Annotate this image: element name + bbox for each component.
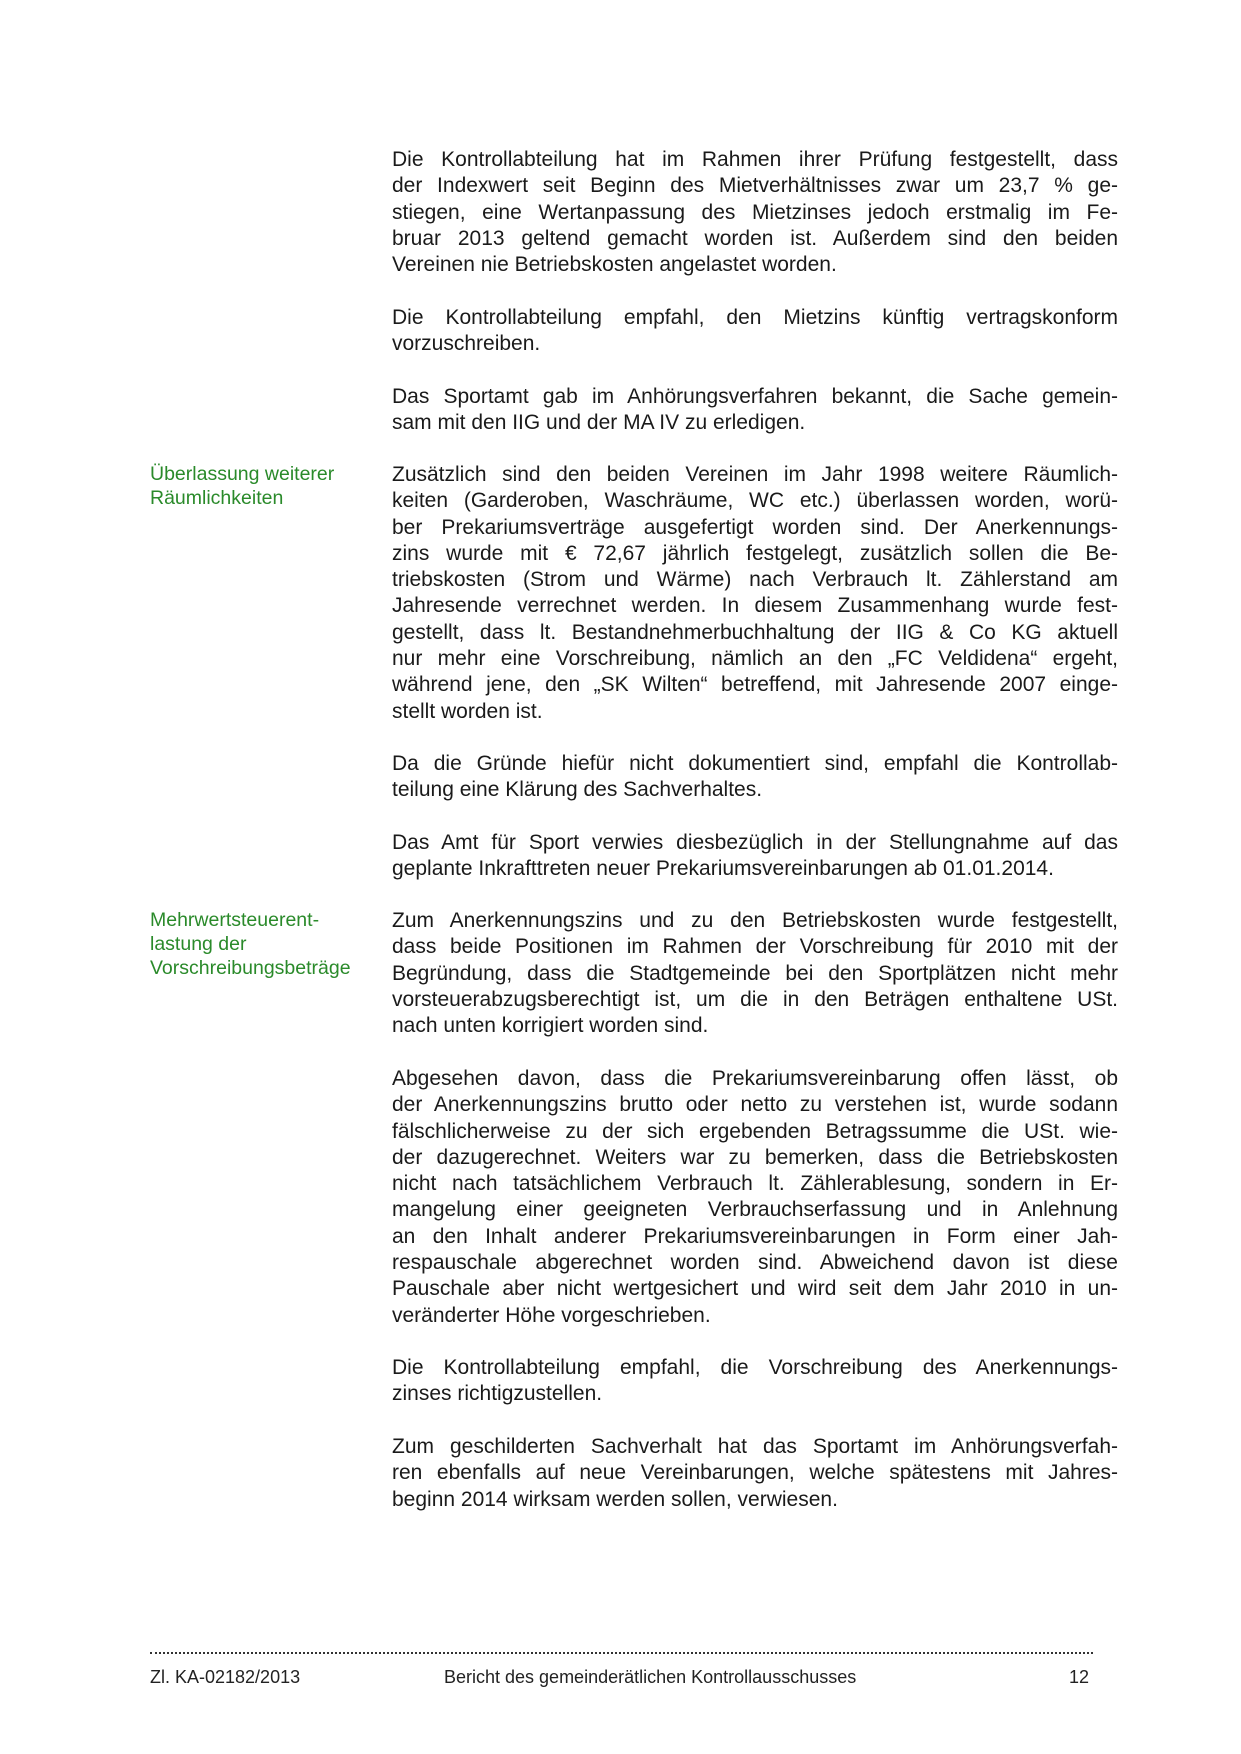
text-line: nicht nach tatsächlichem Verbrauch lt. Zählerablesung, sondern in Er- (392, 1172, 1118, 1196)
text-line: geplante Inkrafttreten neuer Prekariumsvereinbarungen ab 01.01.2014. (392, 857, 1054, 881)
text-line: vorsteuerabzugsberechtigt ist, um die in den Beträgen enthaltene USt. (392, 987, 1118, 1011)
text-line: Die Kontrollabteilung hat im Rahmen ihrer Prüfung festgestellt, dass (392, 148, 1118, 171)
text-line: respauschale abgerechnet worden sind. Abweichend davon ist diese (392, 1251, 1118, 1275)
text-line: während jene, den „SK Wilten“ betreffend, mit Jahresende 2007 einge- (392, 673, 1118, 697)
sidenote-line: Räumlichkeiten (150, 487, 284, 509)
text-line: zinses richtigzustellen. (392, 1382, 603, 1406)
text-line: beginn 2014 wirksam werden sollen, verwiesen. (392, 1487, 838, 1511)
text-line: triebskosten (Strom und Wärme) nach Verbrauch lt. Zählerstand am (392, 568, 1118, 592)
text-line: der dazugerechnet. Weiters war zu bemerken, dass die Betriebskosten (392, 1145, 1118, 1169)
text-line: Zum Anerkennungszins und zu den Betriebskosten wurde festgestellt, (392, 909, 1118, 932)
text-line: stellt worden ist. (392, 699, 543, 723)
text-line: mangelung einer geeigneten Verbrauchserfassung und in Anlehnung (392, 1198, 1118, 1222)
paragraph-index-increase (392, 147, 1118, 278)
text-line: nach unten korrigiert worden sind. (392, 1014, 709, 1038)
paragraph-amt-fuer-sport (392, 830, 1118, 883)
footer-title: Bericht des gemeinderätlichen Kontrollausschusses (444, 1667, 857, 1687)
text-line: stiegen, eine Wertanpassung des Mietzinses jedoch erstmalig im Fe- (392, 200, 1118, 224)
text-line: der Indexwert seit Beginn des Mietverhältnisses zwar um 23,7 % ge- (392, 174, 1118, 198)
text-line: Abgesehen davon, dass die Prekariumsvereinbarung offen lässt, ob (392, 1067, 1118, 1090)
paragraph-operating-costs (392, 1066, 1118, 1329)
paragraph-recommendation-rent (392, 305, 1118, 358)
text-line: keiten (Garderoben, Waschräume, WC etc.) überlassen worden, worü- (392, 489, 1118, 513)
text-line: dass beide Positionen im Rahmen der Vorschreibung für 2010 mit der (392, 935, 1118, 959)
text-line: vorzuschreiben. (392, 332, 541, 356)
text-line: nur mehr eine Vorschreibung, nämlich an den „FC Veldidena“ ergeht, (392, 647, 1118, 671)
sidenote-line: Überlassung weiterer (150, 463, 335, 485)
text-line: an den Inhalt anderer Prekariumsvereinbarungen in Form einer Jah- (392, 1224, 1118, 1248)
text-line: zins wurde mit € 72,67 jährlich festgelegt, zusätzlich sollen die Be- (392, 541, 1118, 565)
text-line: Vereinen nie Betriebskosten angelastet worden. (392, 253, 837, 277)
paragraph-new-agreements (392, 1434, 1118, 1513)
sidenote-line: Mehrwertsteuerent- (150, 909, 320, 931)
sidenote-additional-rooms (150, 462, 380, 510)
paragraph-additional-rooms (392, 462, 1118, 725)
text-line: fälschlicherweise zu der sich ergebenden Betragssumme die USt. wie- (392, 1119, 1118, 1143)
text-line: sam mit den IIG und der MA IV zu erledigen. (392, 411, 806, 435)
footer-divider (150, 1652, 1093, 1654)
text-line: Das Sportamt gab im Anhörungsverfahren bekannt, die Sache gemein- (392, 385, 1118, 408)
paragraph-clarification (392, 751, 1118, 804)
text-line: ren ebenfalls auf neue Vereinbarungen, welche spätestens mit Jahres- (392, 1461, 1118, 1485)
text-line: Pauschale aber nicht wertgesichert und wird seit dem Jahr 2010 in un- (392, 1277, 1118, 1301)
paragraph-sportamt-response (392, 384, 1118, 437)
sidenote-vat-relief (150, 908, 380, 980)
text-line: Zusätzlich sind den beiden Vereinen im Jahr 1998 weitere Räumlich- (392, 463, 1118, 486)
sidenote-line: lastung der (150, 933, 247, 955)
paragraph-correction-recommendation (392, 1355, 1118, 1408)
text-line: Begründung, dass die Stadtgemeinde bei den Sportplätzen nicht mehr (392, 961, 1118, 985)
text-line: Die Kontrollabteilung empfahl, den Mietzins künftig vertragskonform (392, 306, 1118, 329)
text-line: Das Amt für Sport verwies diesbezüglich in der Stellungnahme auf das (392, 831, 1118, 854)
footer-reference: Zl. KA-02182/2013 (150, 1667, 301, 1687)
text-line: Da die Gründe hiefür nicht dokumentiert sind, empfahl die Kontrollab- (392, 752, 1118, 775)
text-line: Zum geschilderten Sachverhalt hat das Sportamt im Anhörungsverfah- (392, 1435, 1118, 1458)
text-line: veränderter Höhe vorgeschrieben. (392, 1303, 711, 1327)
text-line: Die Kontrollabteilung empfahl, die Vorschreibung des Anerkennungs- (392, 1356, 1118, 1379)
text-line: ber Prekariumsverträge ausgefertigt worden sind. Der Anerkennungs- (392, 515, 1118, 539)
text-line: bruar 2013 geltend gemacht worden ist. Außerdem sind den beiden (392, 226, 1118, 250)
text-line: gestellt, dass lt. Bestandnehmerbuchhaltung der IIG & Co KG aktuell (392, 620, 1118, 644)
text-line: der Anerkennungszins brutto oder netto zu verstehen ist, wurde sodann (392, 1093, 1118, 1117)
page-number: 12 (1069, 1667, 1090, 1687)
paragraph-vat-correction (392, 908, 1118, 1039)
text-line: Jahresende verrechnet werden. In diesem Zusammenhang wurde fest- (392, 594, 1118, 618)
sidenote-line: Vorschreibungsbeträge (150, 957, 351, 979)
text-line: teilung eine Klärung des Sachverhaltes. (392, 778, 763, 802)
